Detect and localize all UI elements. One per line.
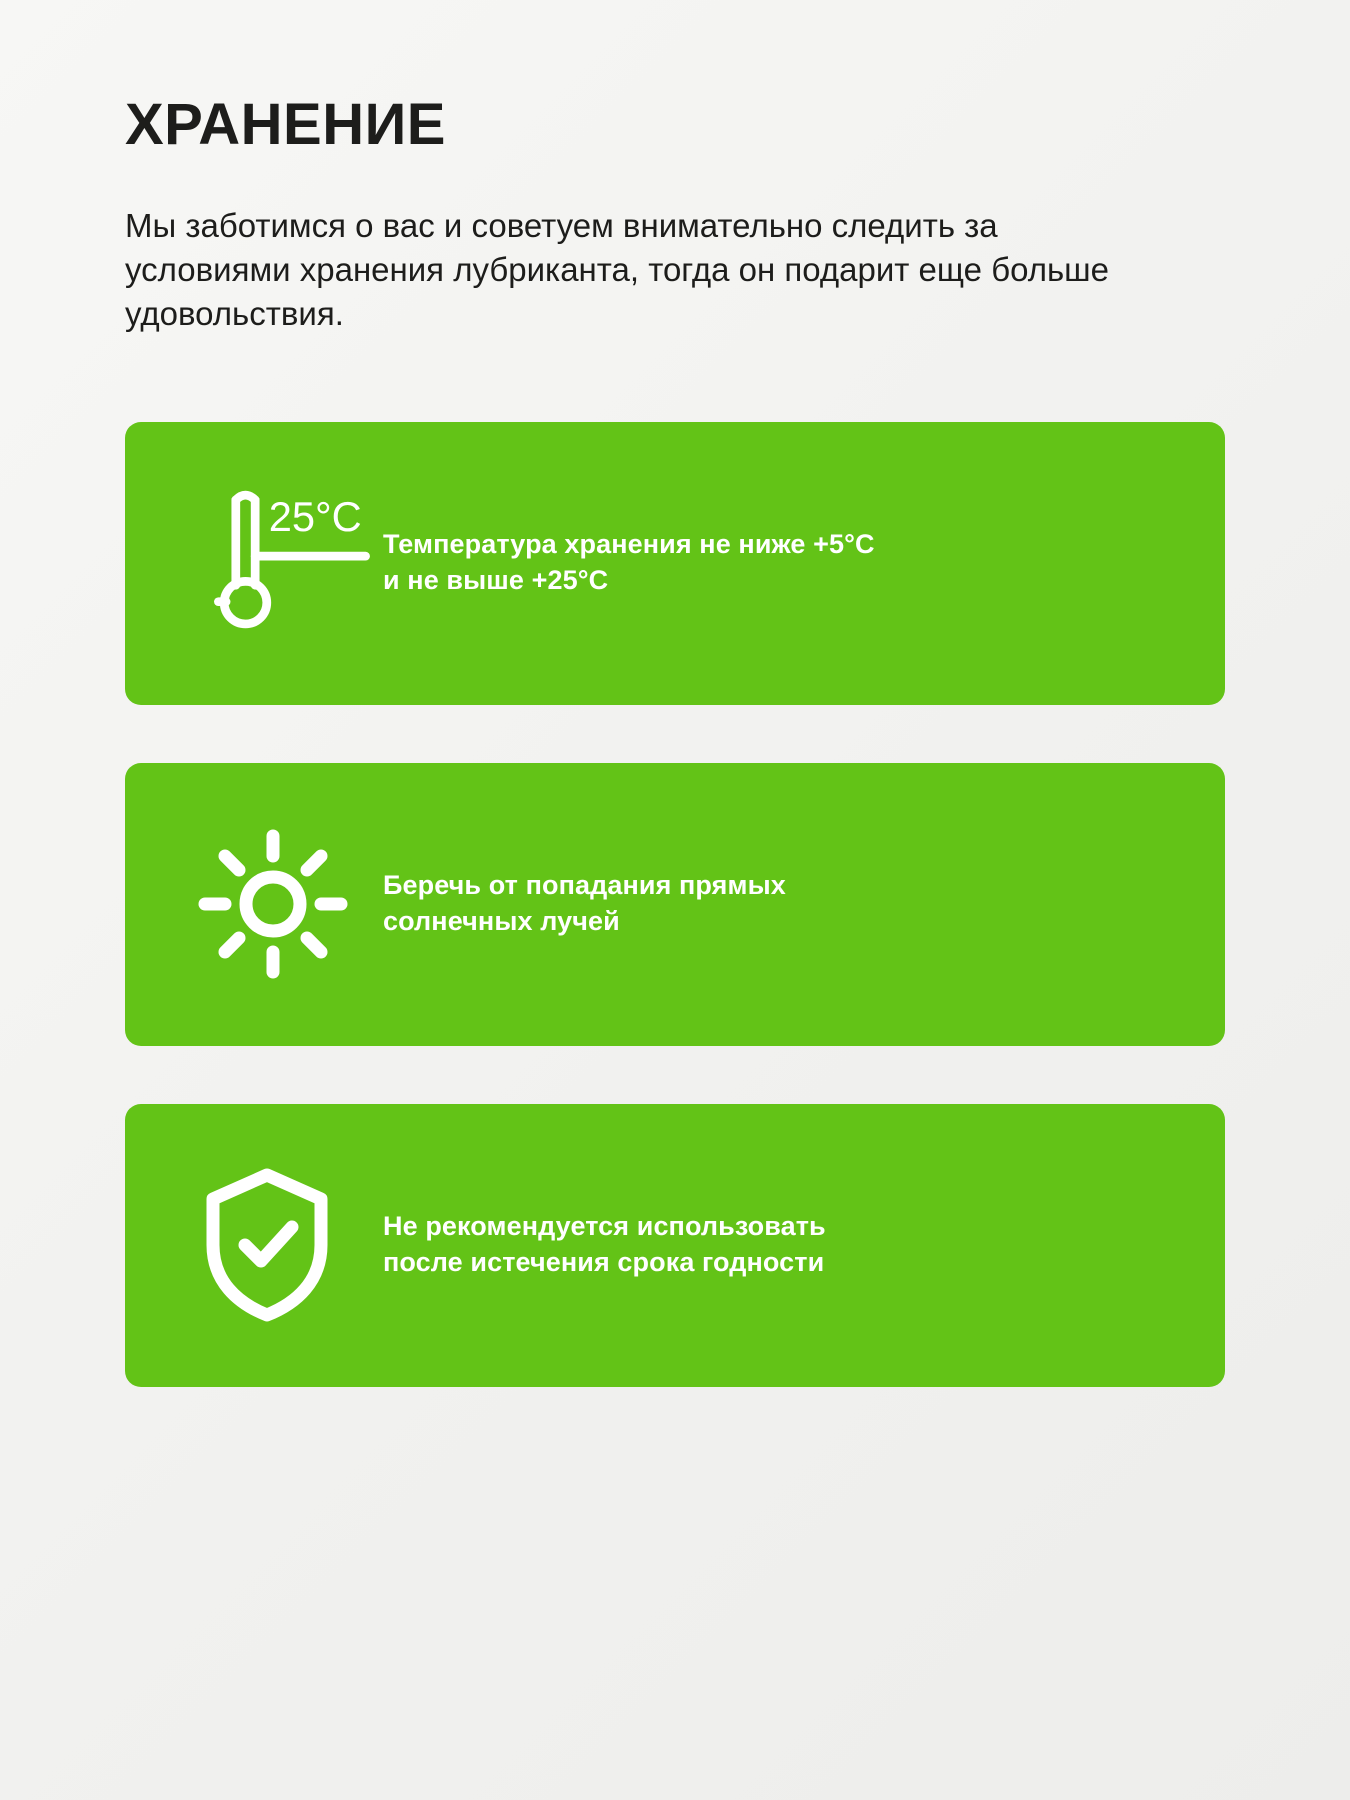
storage-condition-card-sunlight [125, 763, 1225, 1046]
thermometer-icon [199, 486, 383, 636]
intro-paragraph: Мы заботимся о вас и советуем внимательно следить за условиями хранения лубриканта, тогда он подарит еще больше удовольствия. [125, 206, 1110, 332]
thermometer-label: 25°C [268, 492, 362, 540]
storage-condition-card-expiry [125, 1104, 1225, 1387]
card-text [383, 1209, 826, 1280]
card-text-line-2: солнечных лучей [383, 906, 620, 937]
card-text [383, 527, 875, 598]
card-text-line-2: после истечения срока годности [383, 1247, 825, 1278]
page-title: ХРАНЕНИЕ [125, 92, 446, 157]
sun-icon [193, 824, 353, 984]
card-text-line-2: и не выше +25°C [383, 565, 609, 596]
card-text-line-1: Температура хранения не ниже +5°C [383, 529, 875, 560]
card-text-line-1: Не рекомендуется использовать [383, 1211, 826, 1242]
shield-check-icon [197, 1165, 337, 1325]
card-icon-wrapper [183, 490, 383, 636]
storage-condition-card-temperature [125, 422, 1225, 705]
card-icon-wrapper [183, 824, 383, 984]
card-text-line-1: Беречь от попадания прямых [383, 870, 786, 901]
card-icon-wrapper [183, 1165, 383, 1325]
card-text [383, 868, 786, 939]
storage-conditions-list [125, 422, 1225, 1387]
